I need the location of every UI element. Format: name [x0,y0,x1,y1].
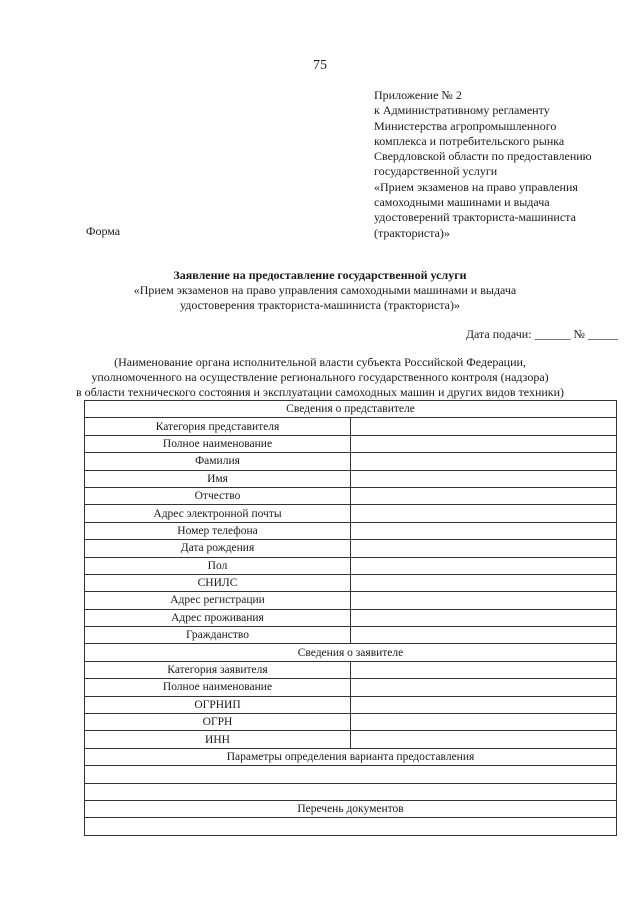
field-value-cell[interactable] [351,557,617,574]
field-value-cell[interactable] [351,661,617,678]
field-value-cell[interactable] [351,522,617,539]
form-label: Форма [86,224,121,238]
field-label: ОГРНИП [85,696,351,713]
field-label: Фамилия [85,453,351,470]
field-value-cell[interactable] [351,418,617,435]
blank-row [85,783,617,800]
appendix-line: удостоверений тракториста-машиниста [374,210,576,225]
field-label: Адрес проживания [85,609,351,626]
application-table [84,400,617,836]
field-label: Имя [85,470,351,487]
field-label: СНИЛС [85,574,351,591]
field-row [85,557,617,574]
field-value-cell[interactable] [351,696,617,713]
field-row [85,696,617,713]
document-subtitle-line: «Прием экзаменов на право управления самоходными машинами и выдача [133,283,517,297]
field-label: Номер телефона [85,522,351,539]
appendix-line: Министерства агропромышленного [374,118,557,133]
document-title: Заявление на предоставление государственной услуги [173,268,467,282]
submission-date-line: Дата подачи: ______ № _____ [465,327,618,341]
appendix-line: Свердловской области по предоставлению [374,149,592,164]
field-label: Дата рождения [85,540,351,557]
appendix-line: к Административному регламенту [374,103,550,118]
field-value-cell[interactable] [351,609,617,626]
field-label: Пол [85,557,351,574]
field-value-cell[interactable] [351,679,617,696]
field-value-cell[interactable] [351,627,617,644]
field-row [85,540,617,557]
field-row [85,731,617,748]
field-value-cell[interactable] [351,540,617,557]
appendix-line: (тракториста)» [374,225,450,240]
field-row [85,609,617,626]
appendix-line: государственной услуги [374,164,498,179]
field-label: Категория заявителя [85,661,351,678]
field-value-cell[interactable] [351,435,617,452]
field-row [85,522,617,539]
documents-blank-cell[interactable] [85,818,617,835]
field-label: ОГРН [85,714,351,731]
field-label: ИНН [85,731,351,748]
section-row [85,800,617,817]
field-label: Полное наименование [85,435,351,452]
field-row [85,418,617,435]
field-value-cell[interactable] [351,505,617,522]
applicant-section-header: Сведения о заявителе [85,644,617,661]
field-label: Категория представителя [85,418,351,435]
appendix-line: Приложение № 2 [374,88,462,102]
field-label: Адрес регистрации [85,592,351,609]
field-label: Гражданство [85,627,351,644]
field-value-cell[interactable] [351,487,617,504]
field-row [85,435,617,452]
parameters-section-header: Параметры определения варианта предоставления [85,748,617,765]
field-row [85,679,617,696]
field-row [85,592,617,609]
document-subtitle-line: удостоверения тракториста-машиниста (тракториста)» [180,298,460,312]
representative-section-header: Сведения о представителе [85,401,617,418]
authority-line: в области технического состояния и эксплуатации самоходных машин и других видов техники) [75,385,565,399]
authority-line: (Наименование органа исполнительной власти субъекта Российской Федерации, [114,355,526,369]
field-value-cell[interactable] [351,731,617,748]
blank-row [85,766,617,783]
documents-section-header: Перечень документов [85,800,617,817]
page-number: 75 [313,58,327,73]
field-row [85,627,617,644]
field-row [85,574,617,591]
authority-name [0,355,640,400]
field-value-cell[interactable] [351,470,617,487]
authority-line: уполномоченного на осуществление регионального государственного контроля (надзора) [91,370,549,384]
field-row [85,714,617,731]
parameters-blank-cell[interactable] [85,766,617,783]
field-value-cell[interactable] [351,574,617,591]
appendix-line: комплекса и потребительского рынка [374,133,565,148]
application-table-body [85,401,617,836]
field-row [85,661,617,678]
field-row [85,470,617,487]
field-value-cell[interactable] [351,592,617,609]
field-row [85,453,617,470]
field-value-cell[interactable] [351,453,617,470]
field-label: Отчество [85,487,351,504]
appendix-header [374,88,634,241]
field-row [85,487,617,504]
section-row [85,748,617,765]
section-row [85,644,617,661]
field-label: Полное наименование [85,679,351,696]
section-row [85,401,617,418]
field-label: Адрес электронной почты [85,505,351,522]
appendix-line: «Прием экзаменов на право управления [374,179,578,194]
parameters-blank-cell[interactable] [85,783,617,800]
blank-row [85,818,617,835]
field-value-cell[interactable] [351,714,617,731]
appendix-line: самоходными машинами и выдача [374,195,550,210]
field-row [85,505,617,522]
